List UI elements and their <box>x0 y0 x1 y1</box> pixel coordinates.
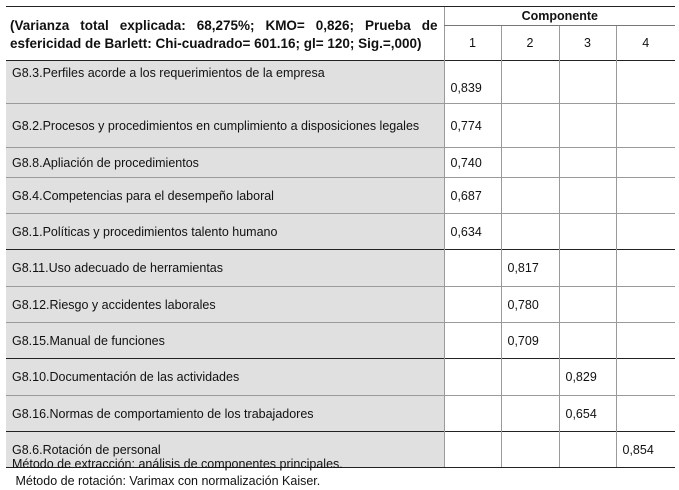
loading-cell <box>501 61 559 104</box>
loading-cell <box>616 250 675 287</box>
loading-cell: 0,854 <box>616 432 675 468</box>
loading-cell <box>559 250 616 287</box>
loading-cell <box>559 323 616 359</box>
row-label: G8.8.Apliación de procedimientos <box>6 148 444 178</box>
loading-cell: 0,709 <box>501 323 559 359</box>
loading-cell <box>616 148 675 178</box>
loading-cell <box>559 61 616 104</box>
loading-cell <box>501 148 559 178</box>
row-label: G8.11.Uso adecuado de herramientas <box>6 250 444 287</box>
loading-cell: 0,740 <box>444 148 501 178</box>
loading-cell <box>444 250 501 287</box>
extraction-method-note: Método de extracción: análisis de componentes principales. <box>12 457 343 471</box>
loading-cell <box>501 104 559 148</box>
loading-cell: 0,817 <box>501 250 559 287</box>
loading-cell <box>616 359 675 396</box>
loading-cell <box>444 396 501 432</box>
loading-cell <box>559 148 616 178</box>
row-label: G8.6.Rotación de personal <box>6 432 444 468</box>
table-header-title: (Varianza total explicada: 68,275%; KMO= 0,826; Prueba de esfericidad de Barlett: Chi-cuadrado= 601.16; gl= 120; Sig.=,000) <box>6 7 444 61</box>
column-header-4: 4 <box>616 26 675 61</box>
rotation-method-note: Método de rotación: Varimax con normalización Kaiser. <box>12 474 321 488</box>
loading-cell <box>444 287 501 323</box>
row-label: G8.10.Documentación de las actividades <box>6 359 444 396</box>
loading-cell <box>616 214 675 250</box>
loading-cell <box>616 287 675 323</box>
loading-cell <box>559 214 616 250</box>
row-label: G8.12.Riesgo y accidentes laborales <box>6 287 444 323</box>
loading-cell: 0,654 <box>559 396 616 432</box>
loading-cell: 0,634 <box>444 214 501 250</box>
row-label: G8.3.Perfiles acorde a los requerimientos de la empresa <box>6 61 444 104</box>
loading-cell <box>559 104 616 148</box>
column-header-1: 1 <box>444 26 501 61</box>
loading-cell <box>501 396 559 432</box>
factor-analysis-table <box>6 6 675 468</box>
loading-cell <box>501 359 559 396</box>
loading-cell: 0,829 <box>559 359 616 396</box>
loading-cell <box>559 287 616 323</box>
loading-cell <box>616 323 675 359</box>
column-header-3: 3 <box>559 26 616 61</box>
loading-cell <box>616 104 675 148</box>
loading-cell <box>444 323 501 359</box>
row-label: G8.15.Manual de funciones <box>6 323 444 359</box>
row-label: G8.16.Normas de comportamiento de los trabajadores <box>6 396 444 432</box>
loading-cell <box>616 396 675 432</box>
loading-cell <box>559 432 616 468</box>
row-label: G8.2.Procesos y procedimientos en cumplimiento a disposiciones legales <box>6 104 444 148</box>
loading-cell <box>559 178 616 214</box>
column-header-2: 2 <box>501 26 559 61</box>
loading-cell: 0,774 <box>444 104 501 148</box>
loading-cell: 0,780 <box>501 287 559 323</box>
loading-cell <box>501 432 559 468</box>
loading-cell <box>616 178 675 214</box>
loading-cell <box>501 214 559 250</box>
componente-header: Componente <box>444 7 675 26</box>
loading-cell <box>501 178 559 214</box>
row-label: G8.4.Competencias para el desempeño laboral <box>6 178 444 214</box>
row-label: G8.1.Políticas y procedimientos talento humano <box>6 214 444 250</box>
loading-cell <box>444 432 501 468</box>
loading-cell <box>616 61 675 104</box>
loading-cell <box>444 359 501 396</box>
loading-cell: 0,839 <box>444 61 501 104</box>
loading-cell: 0,687 <box>444 178 501 214</box>
